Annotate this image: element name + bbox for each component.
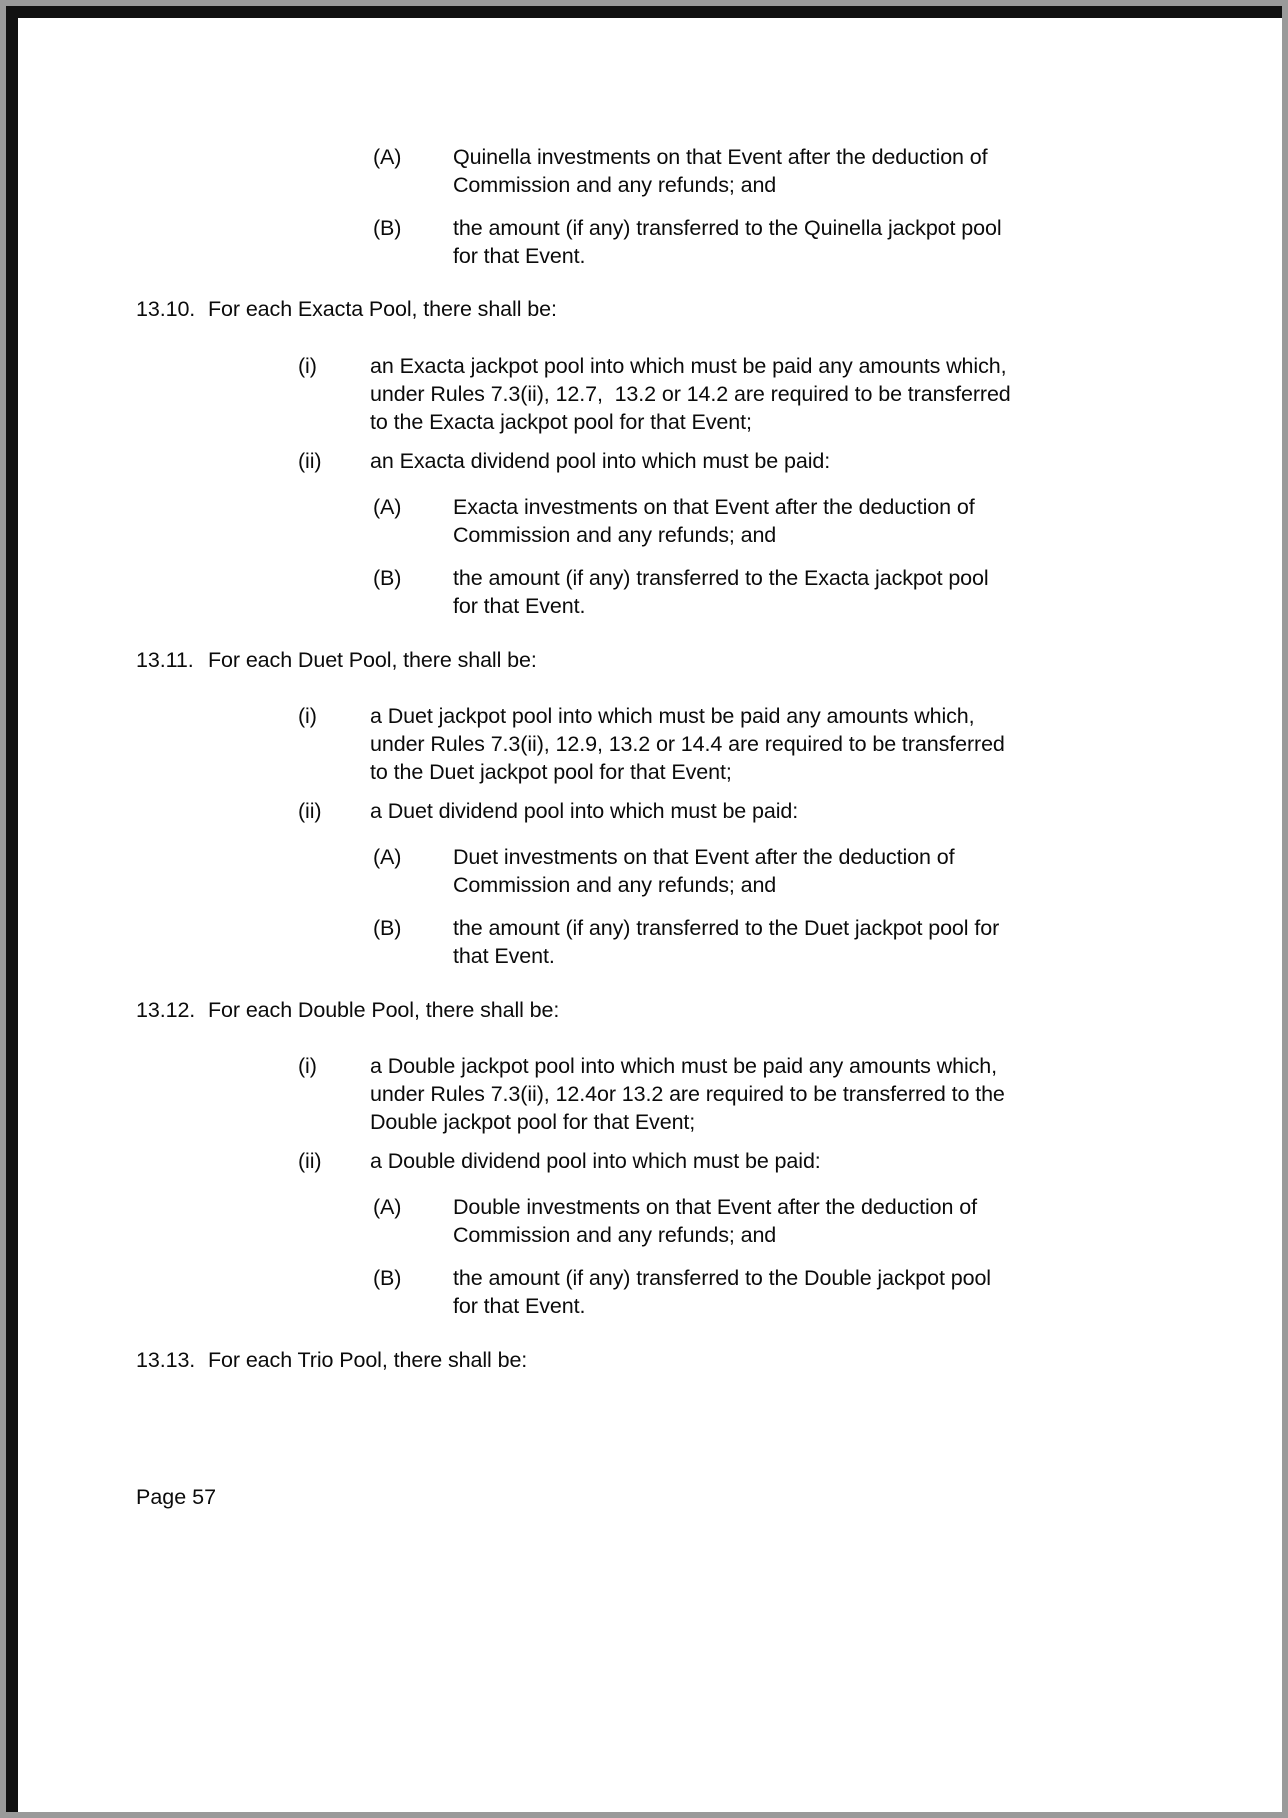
clause-text: the amount (if any) transferred to the Quinella jackpot pool for that Event. [453, 216, 1008, 268]
clause-marker: (ii) [298, 1149, 322, 1173]
clause-text: For each Exacta Pool, there shall be: [208, 297, 557, 321]
clause-text: a Duet dividend pool into which must be paid: [370, 799, 799, 823]
clause-text: Exacta investments on that Event after the deduction of Commission and any refunds; and [453, 495, 981, 547]
page-sheet [18, 18, 1282, 1812]
scan-border [6, 6, 1282, 1812]
clause-marker: (i) [298, 354, 317, 378]
clause-text: Quinella investments on that Event after the deduction of Commission and any refunds; and [453, 145, 994, 197]
clause-text: Double investments on that Event after the deduction of Commission and any refunds; and [453, 1195, 983, 1247]
clause-text: the amount (if any) transferred to the Double jackpot pool for that Event. [453, 1266, 997, 1318]
clause-marker: (A) [373, 145, 402, 169]
document-body [18, 18, 1282, 1812]
clause-marker: 13.10. [136, 297, 196, 321]
clause-marker: 13.12. [136, 998, 196, 1022]
clause-marker: (B) [373, 566, 402, 590]
clause-text: a Double dividend pool into which must be paid: [370, 1149, 821, 1173]
clause-text: an Exacta dividend pool into which must be paid: [370, 449, 831, 473]
clause-marker: (B) [373, 216, 402, 240]
clause-marker: (ii) [298, 449, 322, 473]
clause-marker: (A) [373, 495, 402, 519]
clause-text: For each Trio Pool, there shall be: [208, 1348, 528, 1372]
page-footer-label: Page 57 [136, 1485, 217, 1509]
clause-marker: (i) [298, 704, 317, 728]
clause-marker: (A) [373, 1195, 402, 1219]
clause-marker: (i) [298, 1054, 317, 1078]
clause-text: For each Duet Pool, there shall be: [208, 648, 537, 672]
clause-text: a Double jackpot pool into which must be paid any amounts which, under Rules 7.3(ii), 12.4or 13.2 are required to be transferred to the Double jackpot pool for that Event; [370, 1054, 1011, 1134]
clause-text: Duet investments on that Event after the deduction of Commission and any refunds; and [453, 845, 961, 897]
clause-marker: (ii) [298, 799, 322, 823]
clause-marker: (B) [373, 916, 402, 940]
clause-text: the amount (if any) transferred to the Duet jackpot pool for that Event. [453, 916, 1005, 968]
clause-marker: 13.11. [136, 648, 194, 672]
clause-marker: (B) [373, 1266, 402, 1290]
clause-marker: (A) [373, 845, 402, 869]
clause-text: a Duet jackpot pool into which must be paid any amounts which, under Rules 7.3(ii), 12.9, 13.2 or 14.4 are required to be transferred to the Duet jackpot pool for that Event; [370, 704, 1011, 784]
clause-text: For each Double Pool, there shall be: [208, 998, 560, 1022]
clause-marker: 13.13. [136, 1348, 196, 1372]
clause-text: an Exacta jackpot pool into which must be paid any amounts which, under Rules 7.3(ii), 12.7, 13.2 or 14.2 are required to be transferred to the Exacta jackpot pool for that Event; [370, 354, 1017, 434]
clause-text: the amount (if any) transferred to the Exacta jackpot pool for that Event. [453, 566, 995, 618]
